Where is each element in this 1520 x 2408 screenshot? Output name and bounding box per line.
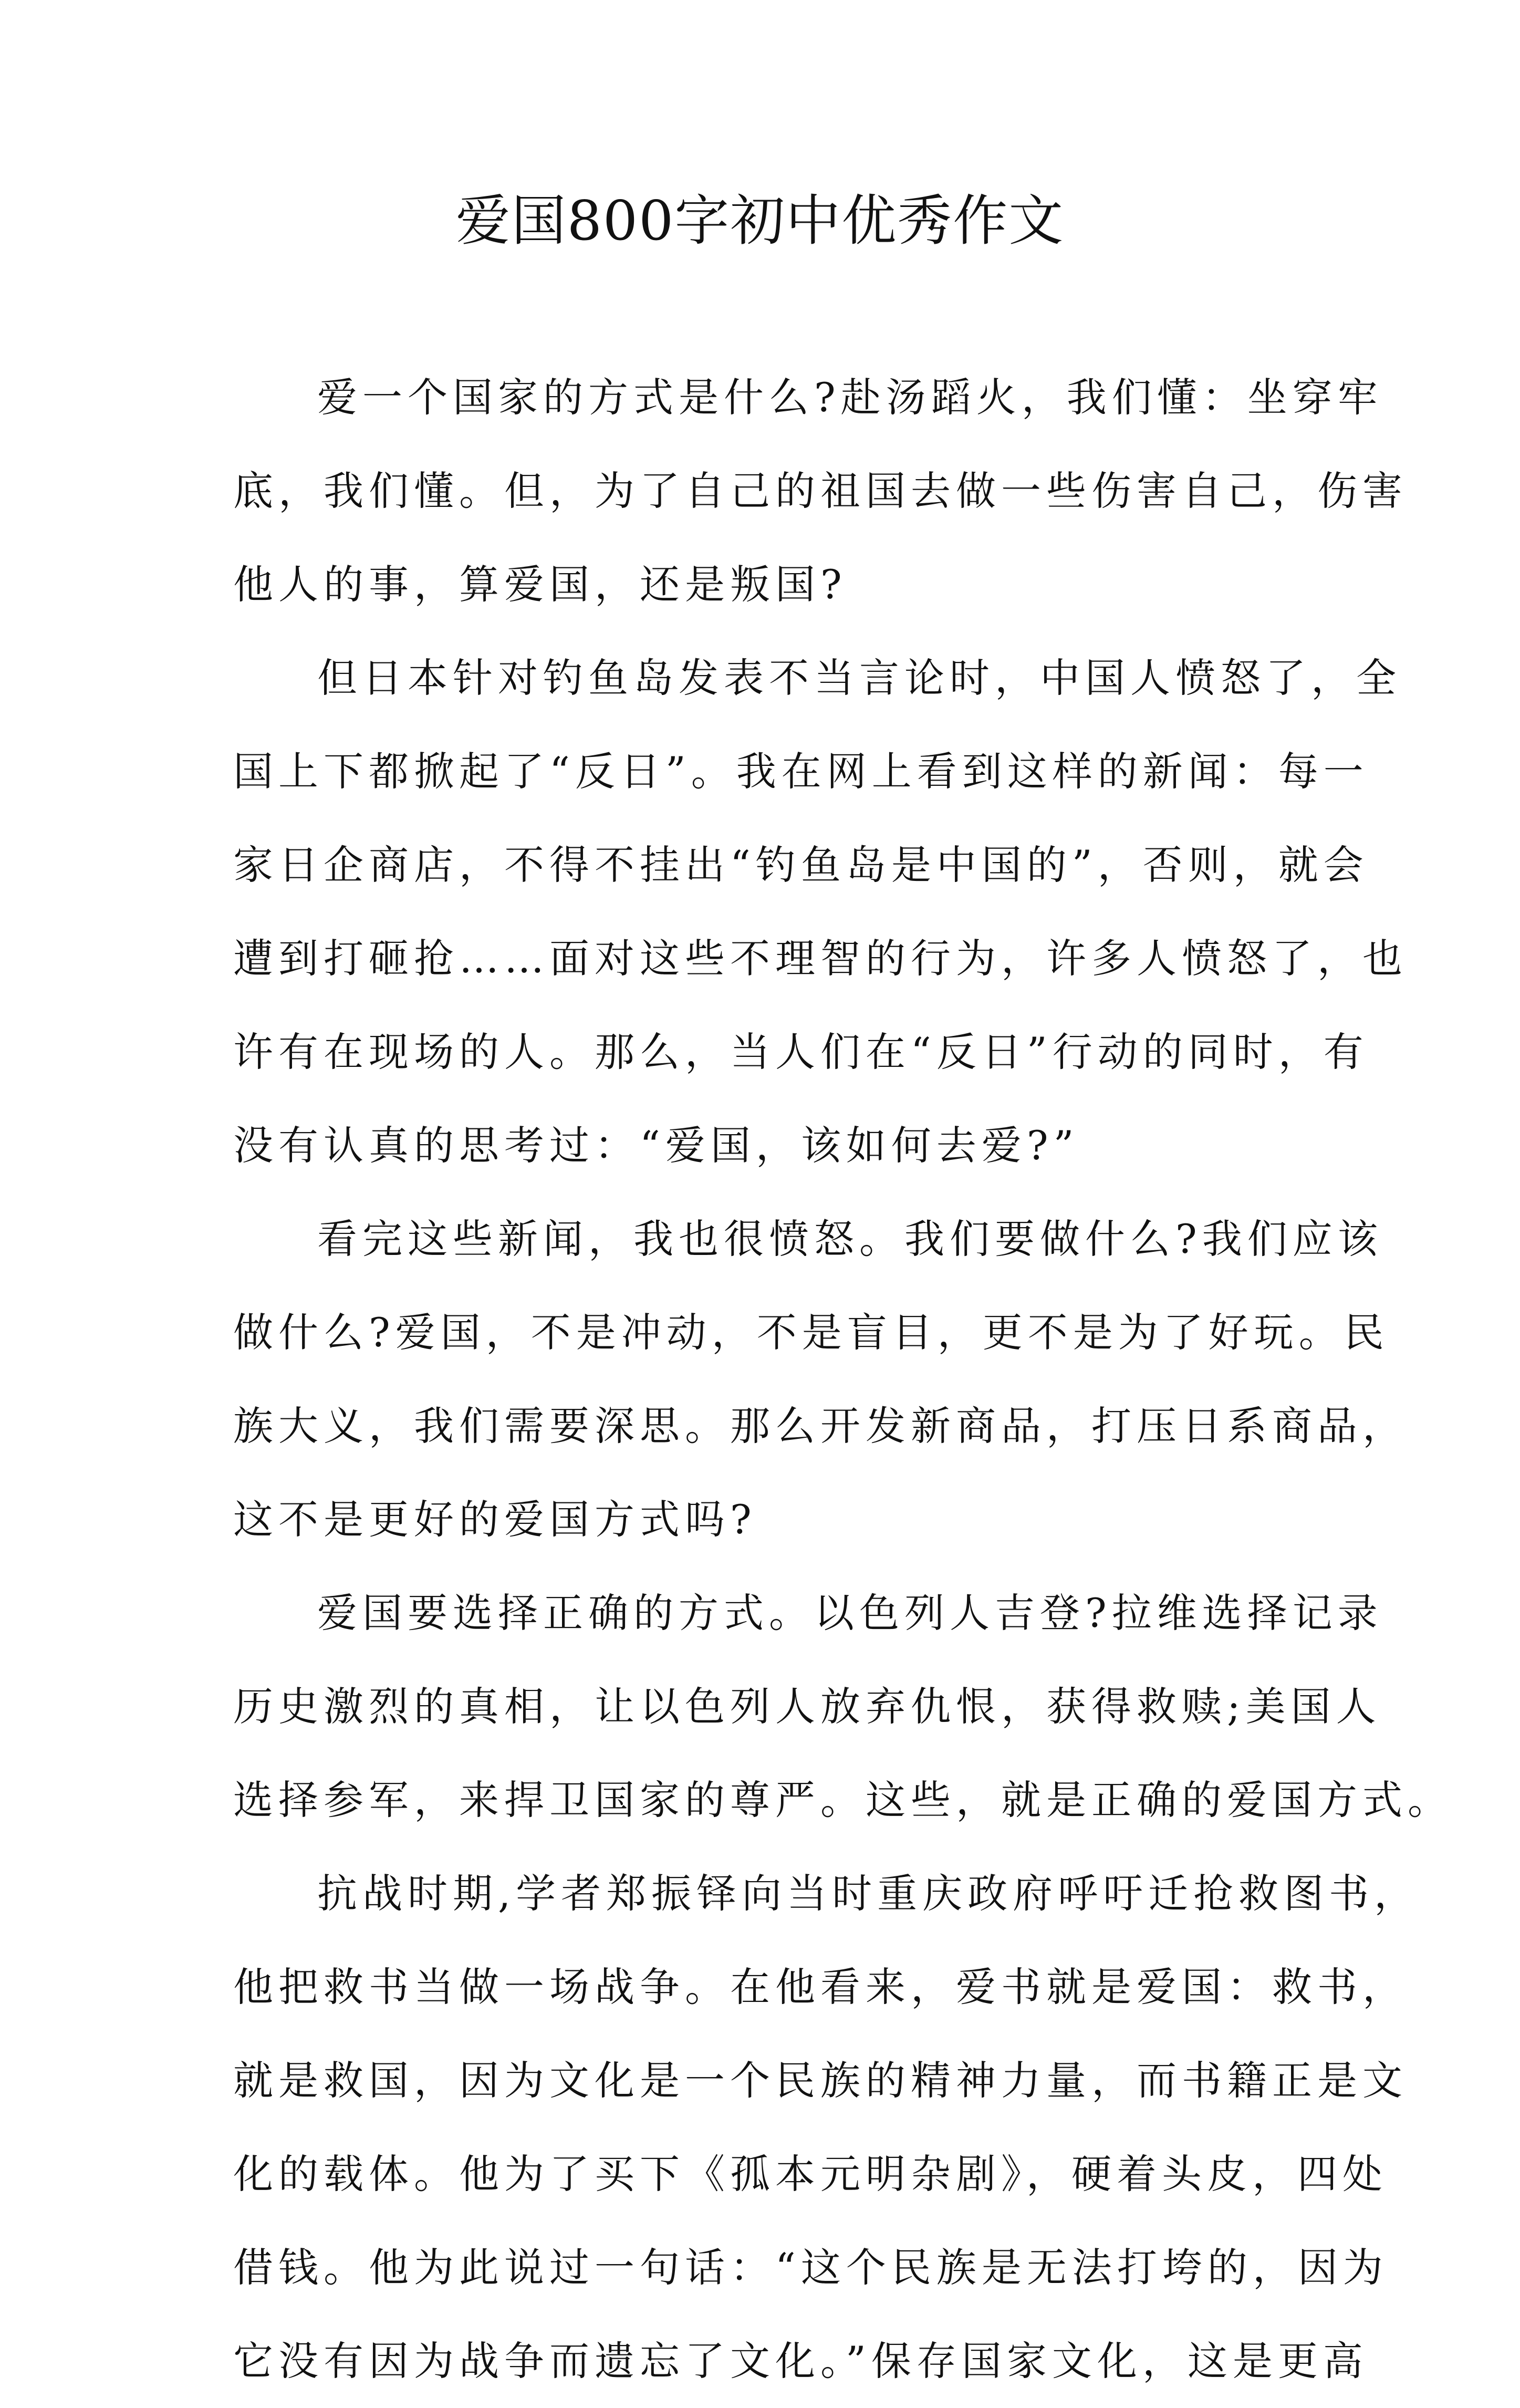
text-line: 爱一个国家的方式是什么?赴汤蹈火，我们懂：坐穿牢 [317, 374, 1383, 421]
text-line: 化的载体。他为了买下《孤本元明杂剧》，硬着头皮，四处 [233, 2151, 1388, 2197]
text-line: 没有认真的思考过：“爱国，该如何去爱?” [233, 1122, 1079, 1169]
text-line: 他把救书当做一场战争。在他看来，爱书就是爱国：救书， [233, 1964, 1408, 2010]
text-line: 做什么?爱国，不是冲动，不是盲目，更不是为了好玩。民 [233, 1309, 1389, 1356]
text-line: 就是救国，因为文化是一个民族的精神力量，而书籍正是文 [233, 2057, 1408, 2104]
text-line: 底，我们懂。但，为了自己的祖国去做一些伤害自己，伤害 [233, 468, 1408, 514]
text-line: 爱国要选择正确的方式。以色列人吉登?拉维选择记录 [317, 1590, 1383, 1636]
text-line: 但日本针对钓鱼岛发表不当言论时，中国人愤怒了，全 [317, 655, 1401, 701]
text-line: 选择参军，来捍卫国家的尊严。这些，就是正确的爱国方式。 [233, 1777, 1453, 1823]
text-line: 历史激烈的真相，让以色列人放弃仇恨，获得救赎;美国人 [233, 1683, 1381, 1730]
text-line: 遭到打砸抢……面对这些不理智的行为，许多人愤怒了，也 [233, 935, 1408, 982]
document-body [233, 351, 1453, 2408]
text-line: 这不是更好的爱国方式吗? [233, 1496, 757, 1543]
text-line: 许有在现场的人。那么，当人们在“反日”行动的同时，有 [233, 1029, 1369, 1075]
text-line: 它没有因为战争而遗忘了文化。”保存国家文化，这是更高 [233, 2338, 1368, 2384]
text-line: 族大义，我们需要深思。那么开发新商品，打压日系商品， [233, 1403, 1408, 1449]
document-title: 爱国800字初中优秀作文 [455, 189, 1065, 253]
text-line: 国上下都掀起了“反日”。我在网上看到这样的新闻：每一 [233, 748, 1369, 795]
text-line: 借钱。他为此说过一句话：“这个民族是无法打垮的，因为 [233, 2244, 1388, 2291]
text-line: 抗战时期,学者郑振铎向当时重庆政府呼吁迁抢救图书， [317, 1870, 1420, 1917]
text-line: 他人的事，算爱国，还是叛国? [233, 561, 847, 608]
text-line: 家日企商店，不得不挂出“钓鱼岛是中国的”，否则，就会 [233, 842, 1369, 888]
text-line: 看完这些新闻，我也很愤怒。我们要做什么?我们应该 [317, 1216, 1383, 1262]
